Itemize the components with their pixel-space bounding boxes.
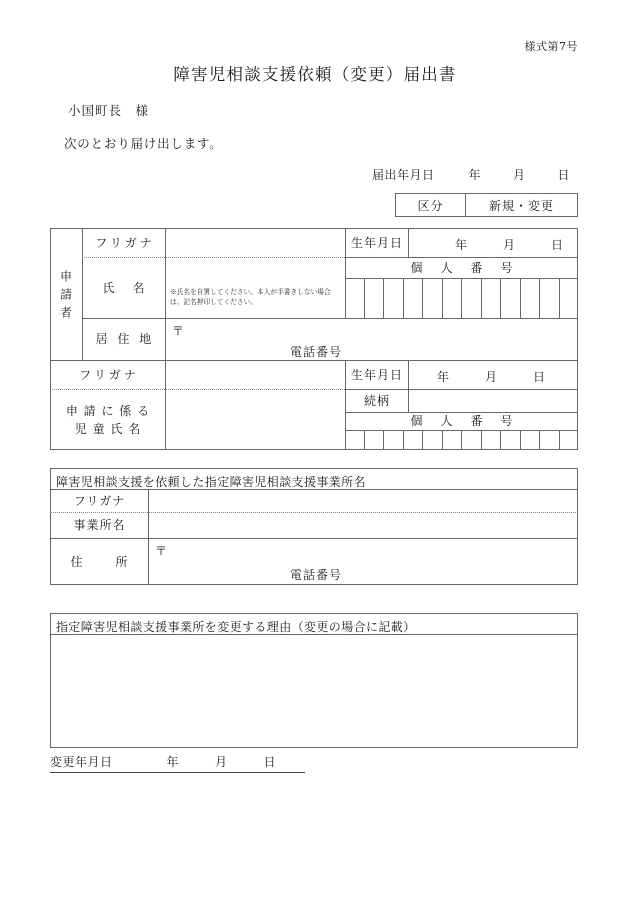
- change-date-day[interactable]: 日: [263, 755, 277, 769]
- child-birth-value[interactable]: [437, 368, 545, 385]
- submission-date-month[interactable]: 月: [513, 168, 526, 182]
- child-furigana-label: フリガナ: [79, 367, 139, 382]
- mynumber-cell[interactable]: [423, 430, 443, 450]
- mynumber-cell[interactable]: [540, 278, 560, 318]
- addressee-line: 小国町長 様: [68, 103, 150, 118]
- applicant-birth-value[interactable]: [455, 236, 563, 253]
- child-name-label-line2: 児 童 氏 名: [74, 421, 142, 436]
- child-birth-divider: [408, 360, 409, 412]
- submission-date-day[interactable]: 日: [557, 168, 571, 182]
- office-address-label: 住 所: [70, 554, 131, 569]
- applicant-birth-year: 年: [455, 238, 468, 252]
- applicant-mynumber-grid[interactable]: [345, 278, 578, 318]
- submission-date-line: [372, 166, 570, 183]
- child-birth-year: 年: [437, 370, 450, 384]
- applicant-phone-label: 電話番号: [290, 345, 343, 359]
- change-date-year[interactable]: 年: [166, 755, 180, 769]
- office-name-label: 事業所名: [73, 518, 126, 532]
- office-label-divider: [148, 489, 149, 585]
- mynumber-cell[interactable]: [345, 278, 365, 318]
- mynumber-cell[interactable]: [345, 430, 365, 450]
- child-name-label: [50, 389, 165, 450]
- submission-date-label: 届出年月日: [372, 168, 435, 182]
- child-mynumber-label: 個 人 番 号: [410, 414, 516, 428]
- applicant-name-label: 氏 名: [102, 280, 148, 295]
- office-section-header: 障害児相談支援を依頼した指定障害児相談支援事業所名: [56, 475, 367, 489]
- mynumber-cell[interactable]: [482, 278, 502, 318]
- applicant-birth-label: 生年月日: [350, 235, 403, 250]
- reason-section-header: 指定障害児相談支援事業所を変更する理由（変更の場合に記載）: [56, 620, 416, 634]
- applicant-label-divider: [165, 228, 166, 360]
- child-birth-day: 日: [533, 370, 546, 384]
- change-date-month[interactable]: 月: [215, 755, 228, 769]
- mynumber-cell[interactable]: [443, 430, 463, 450]
- change-date-label: 変更年月日: [50, 755, 113, 769]
- child-birth-label: 生年月日: [350, 367, 403, 382]
- office-postal-mark: 〒: [155, 544, 168, 558]
- intro-line: 次のとおり届け出します。: [64, 136, 223, 151]
- form-number: 様式第7号: [524, 40, 578, 53]
- change-date-line: [50, 753, 305, 773]
- mynumber-cell[interactable]: [384, 430, 404, 450]
- child-relation-label: 続柄: [363, 393, 390, 408]
- mynumber-cell[interactable]: [462, 278, 482, 318]
- applicant-postal-mark: 〒: [172, 324, 185, 338]
- child-label-divider: [165, 360, 166, 450]
- mynumber-cell[interactable]: [423, 278, 443, 318]
- mynumber-cell[interactable]: [443, 278, 463, 318]
- applicant-furigana-label: フリガナ: [95, 235, 155, 250]
- office-phone-label: 電話番号: [290, 568, 343, 582]
- mynumber-cell[interactable]: [521, 430, 541, 450]
- reason-body[interactable]: [58, 640, 568, 740]
- applicant-group-label: 申請者: [58, 270, 73, 324]
- kubun-label: 区分: [396, 194, 466, 216]
- mynumber-cell[interactable]: [404, 278, 424, 318]
- mynumber-cell[interactable]: [482, 430, 502, 450]
- child-birth-month: 月: [485, 370, 498, 384]
- mynumber-cell[interactable]: [365, 430, 385, 450]
- mynumber-cell[interactable]: [501, 278, 521, 318]
- applicant-name-note: ※氏名を自署してください。本人が手書きしない場合は、記名押印してください。: [170, 288, 331, 306]
- mynumber-cell[interactable]: [404, 430, 424, 450]
- mynumber-cell[interactable]: [560, 278, 579, 318]
- mynumber-cell[interactable]: [521, 278, 541, 318]
- mynumber-cell[interactable]: [462, 430, 482, 450]
- applicant-birth-divider: [408, 228, 409, 257]
- applicant-mynumber-label: 個 人 番 号: [410, 260, 516, 275]
- office-furigana-label: フリガナ: [73, 493, 126, 508]
- page-title: 障害児相談支援依頼（変更）届出書: [173, 65, 457, 84]
- applicant-birth-month: 月: [503, 238, 516, 252]
- kubun-value[interactable]: 新規・変更: [488, 198, 554, 213]
- mynumber-cell[interactable]: [540, 430, 560, 450]
- kubun-box: [395, 193, 578, 217]
- mynumber-cell[interactable]: [365, 278, 385, 318]
- applicant-birth-day: 日: [551, 238, 564, 252]
- child-name-label-line1: 申 請 に 係 る: [65, 403, 151, 418]
- mynumber-cell[interactable]: [560, 430, 579, 450]
- mynumber-cell[interactable]: [501, 430, 521, 450]
- child-mynumber-grid[interactable]: [345, 430, 578, 450]
- applicant-residence-label: 居 住 地: [95, 332, 155, 346]
- submission-date-year[interactable]: 年: [468, 168, 482, 182]
- mynumber-cell[interactable]: [384, 278, 404, 318]
